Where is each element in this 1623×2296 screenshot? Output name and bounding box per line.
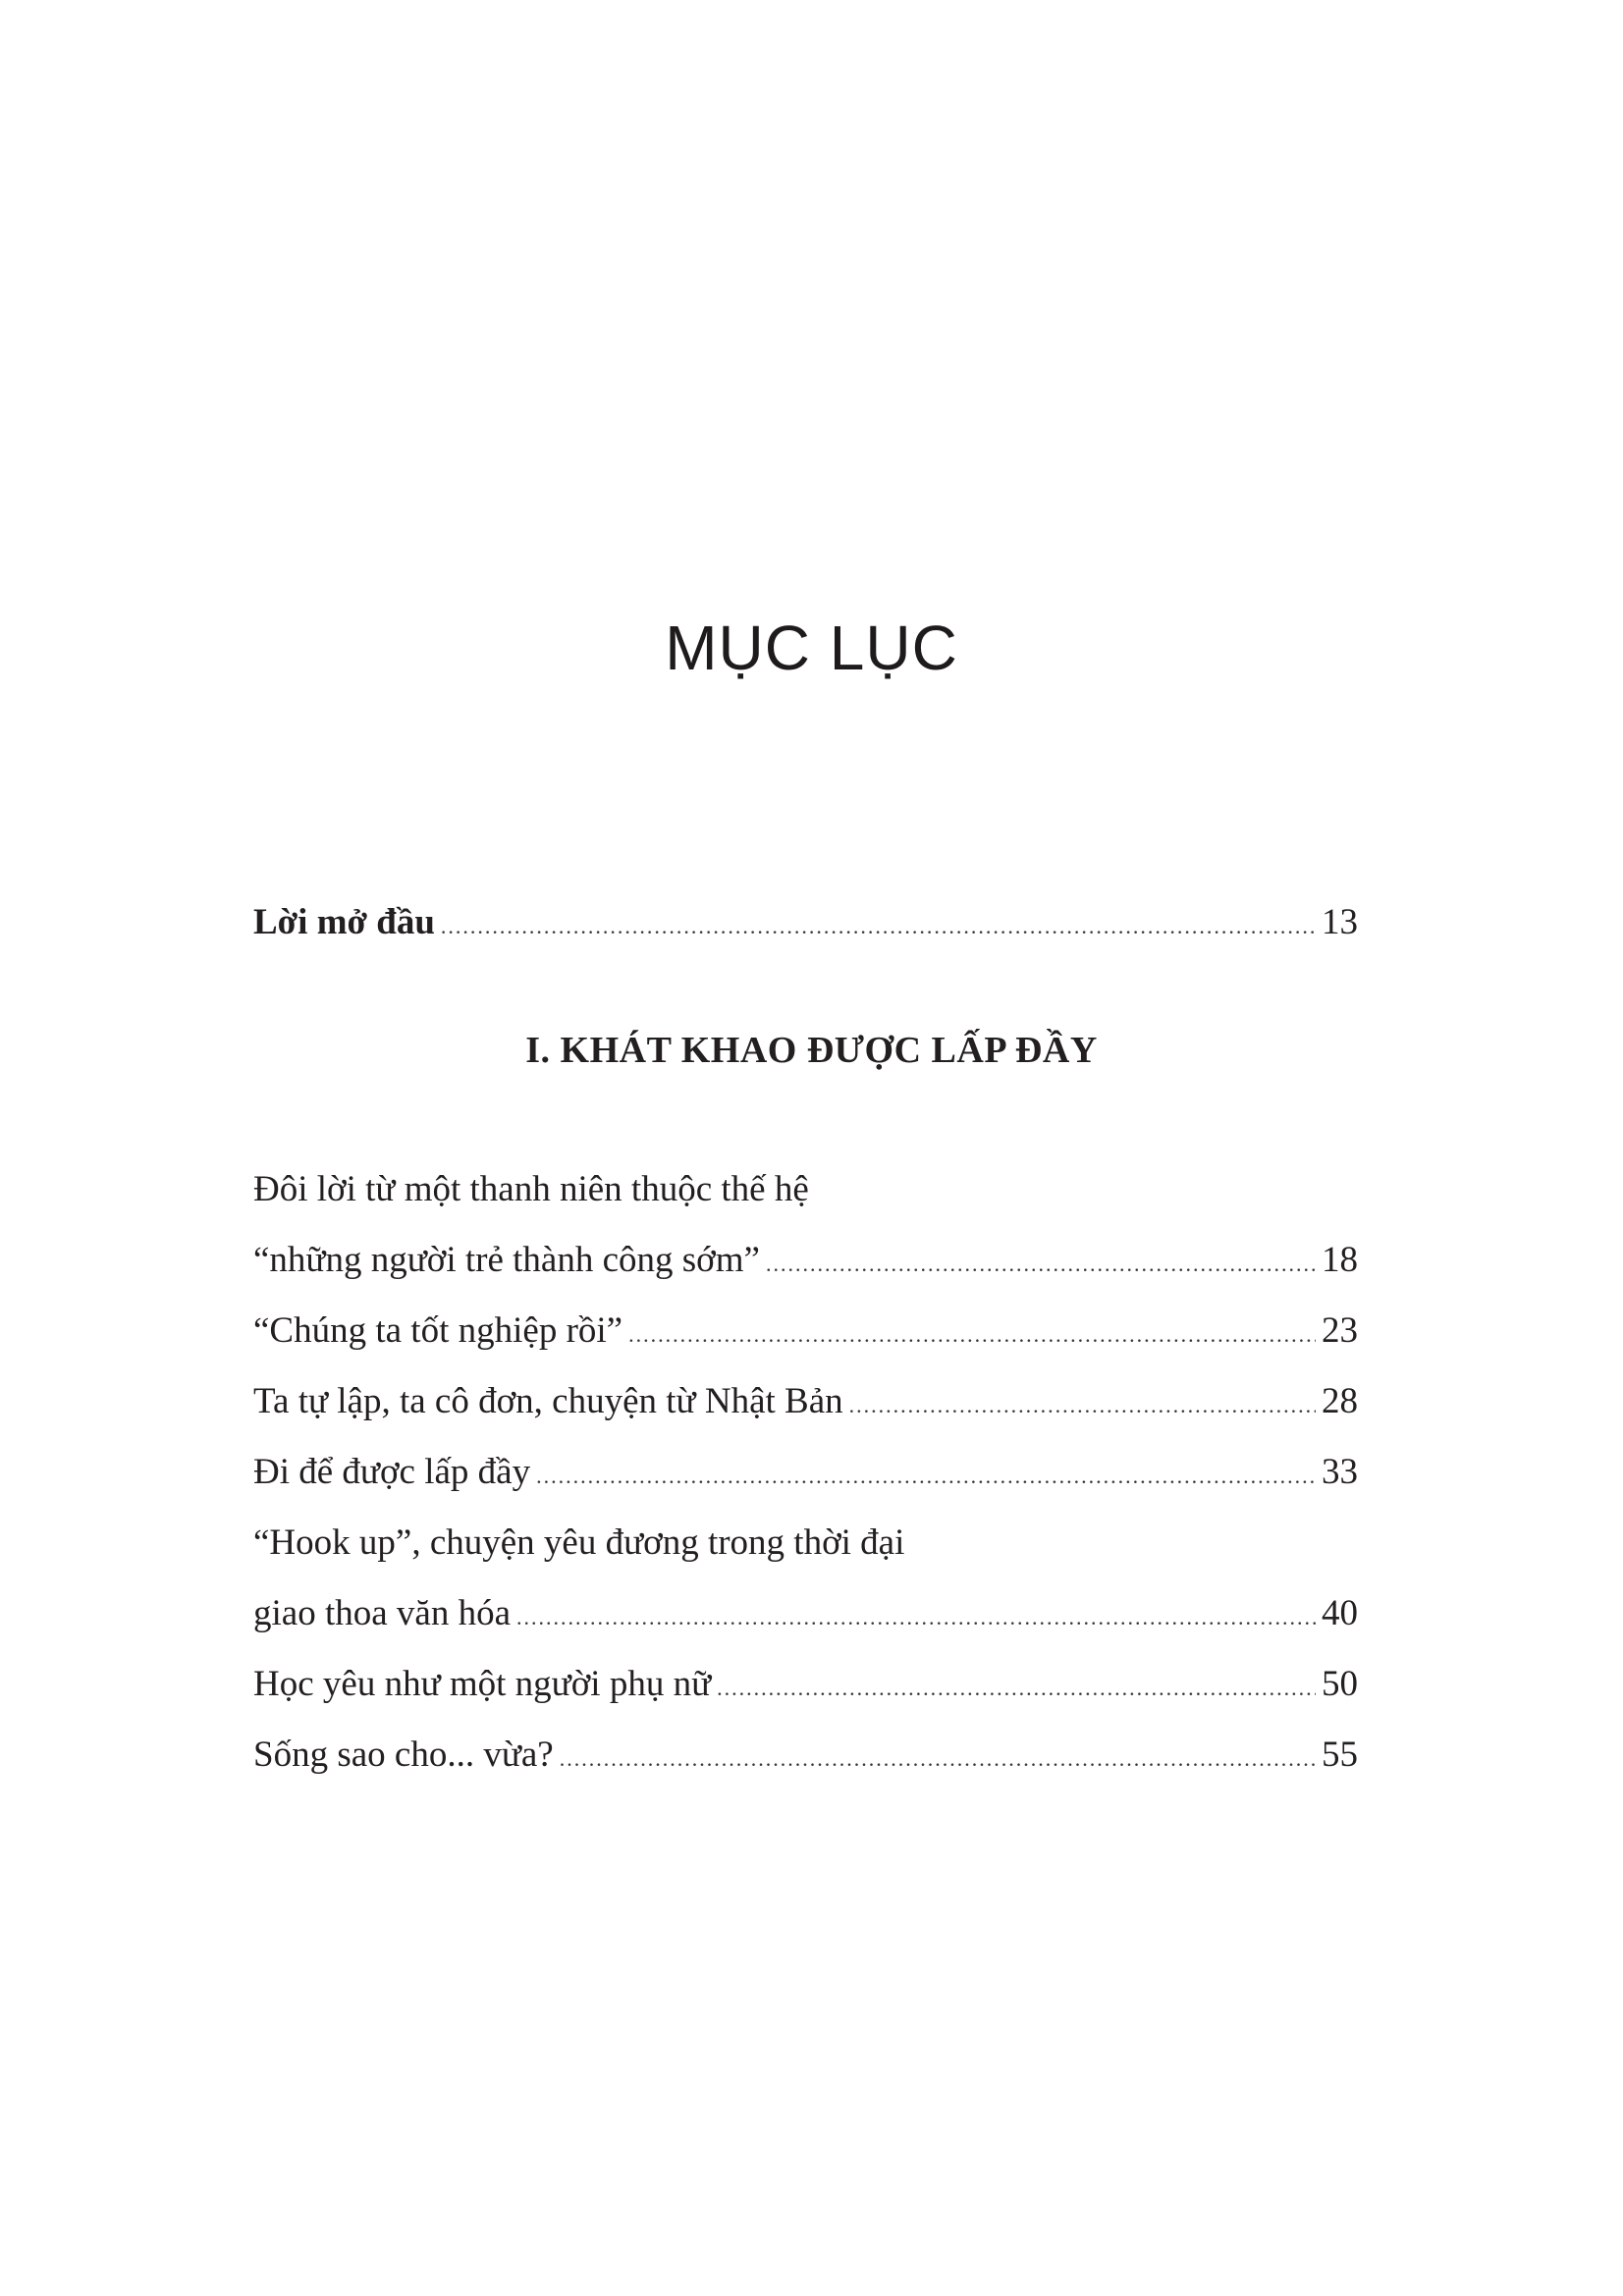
dot-leader <box>628 1306 1316 1364</box>
toc-page-number: 18 <box>1322 1240 1358 1280</box>
toc-entry-label: Học yêu như một người phụ nữ <box>253 1664 712 1704</box>
page-title: MỤC LỤC <box>665 613 958 683</box>
toc-entry-first-line: “Hook up”, chuyện yêu đương trong thời đại <box>253 1522 905 1563</box>
toc-page-number: 55 <box>1322 1735 1358 1775</box>
toc-entry-first-line: Đôi lời từ một thanh niên thuộc thế hệ <box>253 1169 809 1209</box>
toc-entry-label: Lời mở đầu <box>253 902 435 942</box>
toc-page-number: 40 <box>1322 1593 1358 1633</box>
toc-entry-label: Ta tự lập, ta cô đơn, chuyện từ Nhật Bản <box>253 1381 843 1421</box>
toc-entry[interactable] <box>253 1443 1358 1502</box>
toc-entry-label: Sống sao cho... vừa? <box>253 1735 554 1775</box>
toc-entry[interactable] <box>253 1655 1358 1714</box>
dot-leader <box>516 1588 1316 1647</box>
toc-entry[interactable] <box>253 1584 1358 1643</box>
dot-leader <box>536 1447 1316 1506</box>
section-heading: I. KHÁT KHAO ĐƯỢC LẤP ĐẦY <box>525 1030 1098 1071</box>
toc-page-number: 23 <box>1322 1310 1358 1351</box>
toc-entry[interactable] <box>253 1726 1358 1785</box>
toc-entry[interactable] <box>253 1302 1358 1361</box>
toc-entry-label: “những người trẻ thành công sớm” <box>253 1240 760 1280</box>
toc-entry-label: giao thoa văn hóa <box>253 1593 511 1633</box>
toc-entry-intro[interactable] <box>253 893 1358 952</box>
toc-entry[interactable] <box>253 1231 1358 1290</box>
dot-leader <box>560 1730 1316 1789</box>
dot-leader <box>766 1235 1316 1294</box>
toc-page-number: 33 <box>1322 1452 1358 1492</box>
toc-entry-label: Đi để được lấp đầy <box>253 1452 531 1492</box>
toc-entry-label: “Chúng ta tốt nghiệp rồi” <box>253 1310 623 1351</box>
dot-leader <box>717 1659 1316 1718</box>
dot-leader <box>849 1376 1316 1435</box>
toc-page-number: 13 <box>1322 902 1358 942</box>
toc-page-number: 50 <box>1322 1664 1358 1704</box>
toc-page-number: 28 <box>1322 1381 1358 1421</box>
toc-entry[interactable] <box>253 1372 1358 1431</box>
dot-leader <box>441 897 1316 956</box>
